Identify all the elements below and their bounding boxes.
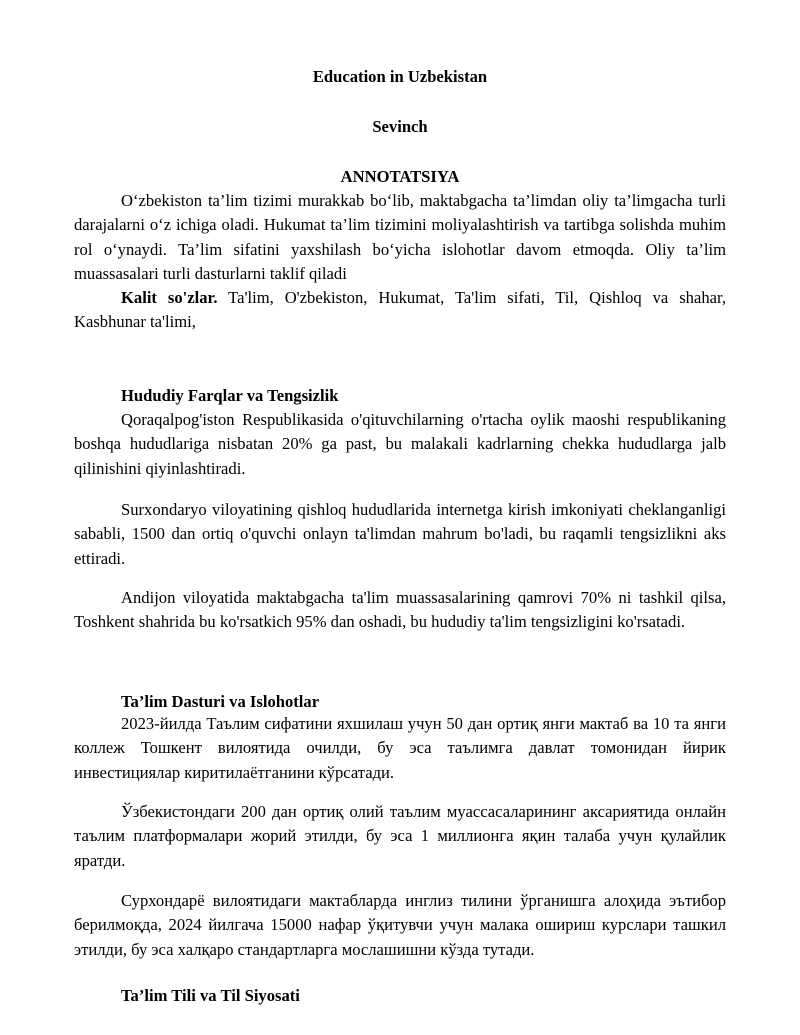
section-paragraph: 2023-йилда Таълим сифатини яхшилаш учун 50 дан ортиқ янги мактаб ва 10 та янги коллеж Тошкент вилоятида очилди, бу эса таълимга давлат томонидан йирик инвестициялар киритилаётганини кўрсатади.	[74, 714, 726, 782]
section-paragraph: Surxondaryo viloyatining qishloq hududlarida internetga kirish imkoniyati cheklanganligi sababli, 1500 dan ortiq o'quvchi onlayn ta'limdan mahrum bo'ladi, bu raqamli tengsizlikni aks ettiradi.	[74, 500, 726, 568]
keywords-text: Ta'lim, O'zbekiston, Hukumat, Ta'lim sifati, Til, Qishloq va shahar, Kasbhunar ta'limi,	[74, 288, 726, 332]
section-heading: Ta’lim Dasturi va Islohotlar	[121, 692, 320, 711]
section-heading: Ta’lim Tili va Til Siyosati	[121, 986, 300, 1005]
section-paragraph: Сурхондарё вилоятидаги мактабларда инглиз тилини ўрганишга алоҳида эътибор берилмоқда, 2024 йилгача 15000 нафар ўқитувчи учун малака ошириш курслари ташкил этилди, бу эса халқаро стандартларга мослашишни кўзда тутади.	[74, 891, 726, 959]
document-title: Education in Uzbekistan	[312, 67, 488, 86]
keywords-paragraph	[74, 286, 726, 335]
section-heading: Hududiy Farqlar va Tengsizlik	[121, 386, 339, 405]
abstract-text: O‘zbekiston ta’lim tizimi murakkab bo‘lib, maktabgacha ta’limdan oliy ta’limgacha turli darajalarni o‘z ichiga oladi. Hukumat ta’lim tizimini moliyalashtirish va tartibga solishda muhim rol o‘ynaydi. Ta’lim sifatini yaxshilash bo‘yicha islohotlar davom etmoqda. Oliy ta’lim muassasalari turli dasturlarni taklif qiladi	[74, 191, 726, 283]
section-paragraph: Qoraqalpog'iston Respublikasida o'qituvchilarning o'rtacha oylik maoshi respublikaning boshqa hududlariga nisbatan 20% ga past, bu malakali kadrlarning chekka hududlarga jalb qilinishini qiyinlashtiradi.	[74, 410, 726, 478]
keywords-label: Kalit so'zlar.	[121, 288, 218, 307]
document-author: Sevinch	[372, 117, 428, 136]
section-paragraph: Ўзбекистондаги 200 дан ортиқ олий таълим муассасаларининг аксариятида онлайн таълим платформалари жорий этилди, бу эса 1 миллионга яқин талаба учун қулайлик яратди.	[74, 802, 726, 870]
abstract-heading: ANNOTATSIYA	[340, 167, 460, 186]
section-paragraph: Andijon viloyatida maktabgacha ta'lim muassasalarining qamrovi 70% ni tashkil qilsa, Toshkent shahrida bu ko'rsatkich 95% dan oshadi, bu hududiy ta'lim tengsizligini ko'rsatadi.	[74, 588, 726, 632]
